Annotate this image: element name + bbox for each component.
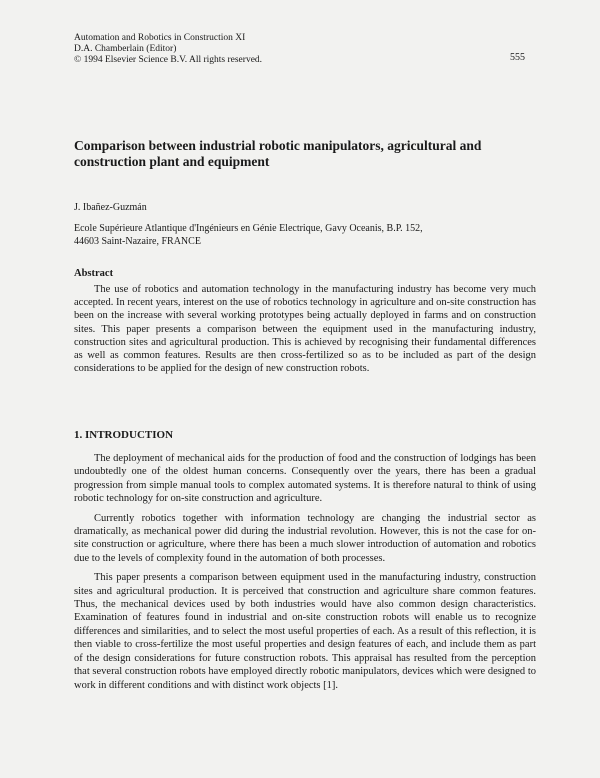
page-number: 555 [510,52,525,63]
running-header [74,33,262,66]
section-heading-text: 1. INTRODUCTION [74,429,174,441]
introduction-body [74,452,536,698]
header-proceedings: Automation and Robotics in Construction XI [74,33,246,43]
section-heading-introduction [74,429,173,441]
affiliation-line-1: Ecole Supérieure Atlantique d'Ingénieurs en Génie Electrique, Gavy Oceanis, B.P. 152, [74,223,423,234]
author-affiliation [74,223,514,248]
affiliation-line-2: 44603 Saint-Nazaire, FRANCE [74,235,201,247]
paper-title: Comparison between industrial robotic manipulators, agricultural and construction plant and equipment [74,138,482,169]
abstract-text: The use of robotics and automation technology in the manufacturing industry has become very much accepted. In recent years, interest on the use of robotics technology in agriculture and on-site construction has been on the increase with several working prototypes being actually deployed in farms and on construction sites. This paper presents a comparison between the equipment used in the manufacturing industry, construction sites and agricultural production. This is achieved by recognising their fundamental differences as well as common features. Results are then cross-fertilized so as to be included as part of the design considerations to be applied for the design of new construction robots. [74,284,536,375]
intro-paragraph-2: Currently robotics together with information technology are changing the industrial sector as dramatically, as mechanical power did during the industrial revolution. However, this is not the case for on-site construction or agriculture, where there has been a much slower introduction of automation and robotics due to the levels of complexity found in the automation of both processes. [74,512,536,564]
abstract-heading: Abstract [74,268,114,279]
intro-paragraph-1: The deployment of mechanical aids for the production of food and the construction of lodgings has been undoubtedly one of the oldest human concerns. Consequently over the years, there has been a gradual progression from simple manual tools to complex automated systems. It is therefore natural to think of using robotic technology for on-site construction and agriculture. [74,453,536,505]
header-editor: D.A. Chamberlain (Editor) [74,44,177,54]
header-copyright: © 1994 Elsevier Science B.V. All rights reserved. [74,55,263,65]
intro-paragraph-3: This paper presents a comparison between equipment used in the manufacturing industry, construction sites and agricultural production. It is perceived that construction and agriculture share common features. Thus, the mechanical devices used by both industries would have also common design characteristics. Examination of features found in industrial and on-site construction robots will enable us to recognize differences and similarities, and to select the most useful properties of each. As a result of this reflection, it is then viable to cross-fertilize the most useful properties and design features of each, and include them as part of the design considerations for future construction robots. This appraisal has resulted from the perception that several construction robots have employed directly robotic manipulators, devices which were designed to work in different conditions and with distinct work objects [1]. [74,572,536,691]
author-name: J. Ibañez-Guzmán [74,202,147,213]
